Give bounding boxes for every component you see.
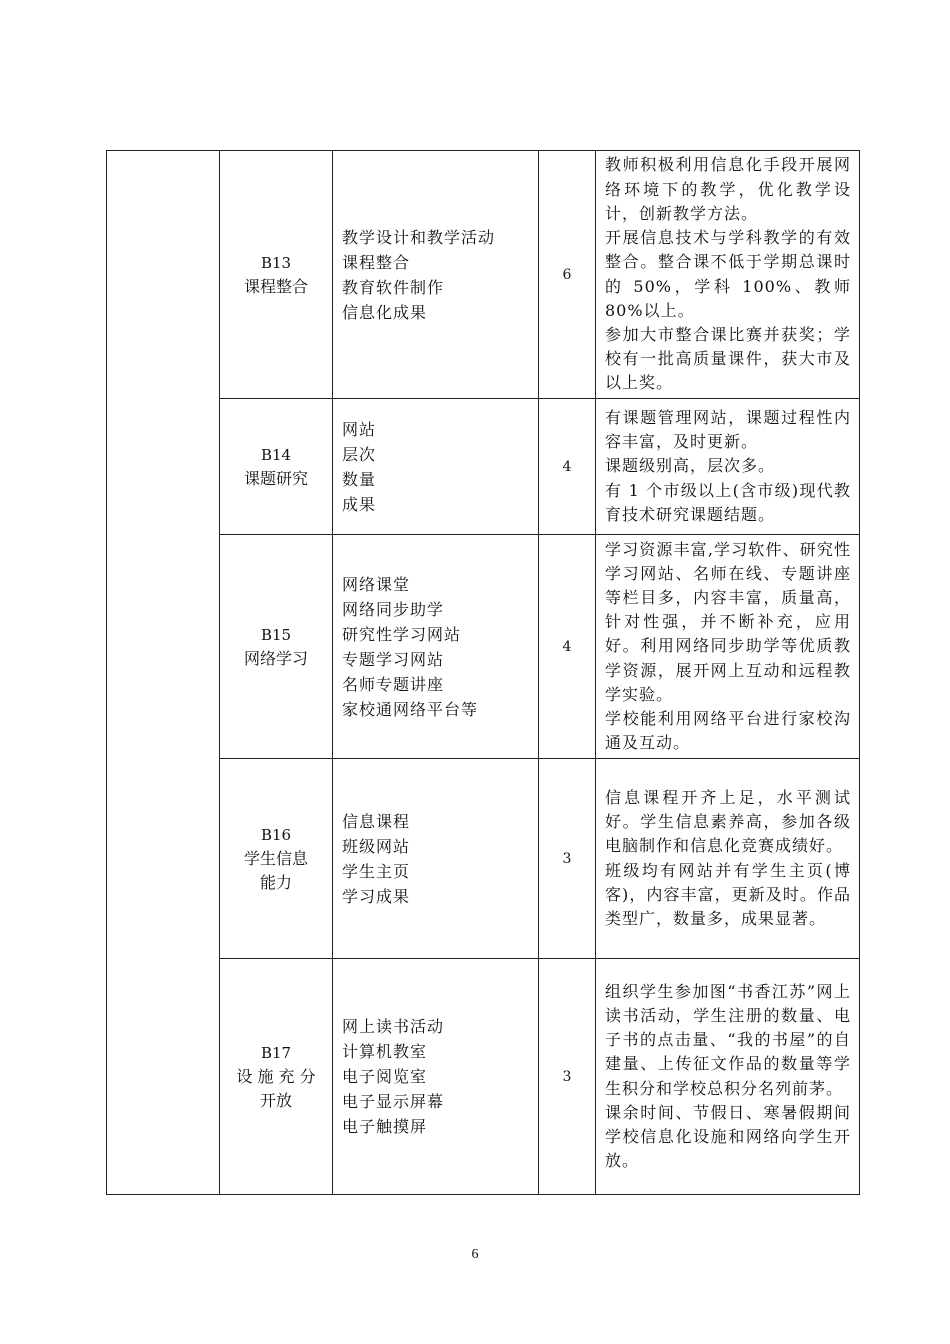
content-cell <box>333 535 539 759</box>
content-item: 学习成果 <box>342 886 411 906</box>
criteria-cell <box>596 399 860 535</box>
indicator-code: B14 <box>260 445 292 464</box>
indicator-cell <box>220 759 333 959</box>
content-item: 信息课程 <box>342 811 411 831</box>
content-item: 层次 <box>342 444 377 464</box>
indicator-name: 网络学习 <box>243 648 308 668</box>
page-number: 6 <box>471 1247 479 1262</box>
content-item: 成果 <box>342 494 377 514</box>
content-item: 网络课堂 <box>342 574 411 594</box>
content-item: 电子阅览室 <box>342 1067 428 1086</box>
indicator-cell <box>220 151 333 399</box>
content-item: 名师专题讲座 <box>342 674 445 694</box>
criteria-paragraph: 课余时间、节假日、寒暑假期间学校信息化设施和网络向学生开放。 <box>605 1102 851 1171</box>
content-item: 研究性学习网站 <box>342 624 462 644</box>
criteria-paragraph: 开展信息技术与学科教学的有效整合。整合课不低于学期总课时的 50%，学科 100%、教师 80%以上。 <box>605 228 851 320</box>
content-item: 网络同步助学 <box>342 599 445 619</box>
criteria-paragraph: 组织学生参加图“书香江苏”网上读书活动，学生注册的数量、电子书的点击量、“我的书屋”的自建量、上传征文作品的数量等学生积分和学校总积分名列前茅。 <box>605 981 851 1098</box>
indicator-name: 课程整合 <box>243 276 308 296</box>
criteria-cell <box>596 759 860 959</box>
indicator-name: 课题研究 <box>243 468 308 488</box>
criteria-paragraph: 有 1 个市级以上(含市级)现代教育技术研究课题结题。 <box>605 480 851 524</box>
criteria-paragraph: 班级均有网站并有学生主页(博客)，内容丰富，更新及时。作品类型广，数量多，成果显著。 <box>605 860 851 928</box>
table-row <box>107 759 860 959</box>
content-cell <box>333 151 539 399</box>
score-cell: 6 <box>539 151 596 399</box>
content-item: 专题学习网站 <box>342 649 445 669</box>
score-cell: 4 <box>539 399 596 535</box>
indicator-name: 学生信息 <box>243 848 308 868</box>
criteria-paragraph: 学校能利用网络平台进行家校沟通及互动。 <box>605 709 851 753</box>
content-cell <box>333 759 539 959</box>
indicator-code: B13 <box>260 253 292 272</box>
content-item: 班级网站 <box>342 836 411 856</box>
criteria-paragraph: 教师积极利用信息化手段开展网络环境下的教学，优化教学设计，创新教学方法。 <box>605 155 851 223</box>
content-item: 电子显示屏幕 <box>342 1092 445 1111</box>
criteria-paragraph: 课题级别高，层次多。 <box>605 456 776 476</box>
criteria-paragraph: 参加大市整合课比赛并获奖；学校有一批高质量课件，获大市及以上奖。 <box>605 324 851 393</box>
content-item: 课程整合 <box>342 252 411 272</box>
indicator-code: B16 <box>260 825 292 844</box>
content-item: 数量 <box>342 469 377 489</box>
criteria-cell <box>596 535 860 759</box>
criteria-cell <box>596 959 860 1195</box>
content-item: 家校通网络平台等 <box>342 699 479 719</box>
criteria-paragraph: 有课题管理网站，课题过程性内容丰富，及时更新。 <box>605 407 851 452</box>
content-item: 计算机教室 <box>342 1042 428 1061</box>
score-cell: 4 <box>539 535 596 759</box>
criteria-cell <box>596 151 860 399</box>
content-item: 信息化成果 <box>342 302 428 322</box>
content-item: 学生主页 <box>342 861 411 881</box>
criteria-paragraph: 学习资源丰富,学习软件、研究性学习网站、名师在线、专题讲座等栏目多，内容丰富，质量高，针对性强，并不断补充，应用好。利用网络同步助学等优质教学资源，展开网上互动和远程教学实验。 <box>605 539 851 704</box>
content-cell <box>333 399 539 535</box>
indicator-code: B17 <box>260 1043 292 1062</box>
indicator-cell <box>220 399 333 535</box>
content-item: 电子触摸屏 <box>342 1117 428 1136</box>
indicator-code: B15 <box>260 625 292 644</box>
content-item: 教学设计和教学活动 <box>342 227 496 247</box>
category-cell <box>107 151 220 1195</box>
indicator-cell <box>220 959 333 1195</box>
indicator-name: 开放 <box>259 1090 292 1110</box>
score-cell: 3 <box>539 759 596 959</box>
content-item: 网站 <box>342 419 377 439</box>
table-row <box>107 535 860 759</box>
evaluation-table <box>106 150 860 1195</box>
table-row <box>107 399 860 535</box>
indicator-cell <box>220 535 333 759</box>
content-cell <box>333 959 539 1195</box>
criteria-paragraph: 信息课程开齐上足，水平测试好。学生信息素养高，参加各级电脑制作和信息化竞赛成绩好。 <box>605 787 851 856</box>
table-row <box>107 151 860 399</box>
table-row <box>107 959 860 1195</box>
content-item: 网上读书活动 <box>342 1017 445 1036</box>
indicator-name: 能力 <box>259 872 292 892</box>
score-cell: 3 <box>539 959 596 1195</box>
indicator-name: 设 施 充 分 <box>236 1066 316 1086</box>
content-item: 教育软件制作 <box>342 277 445 297</box>
